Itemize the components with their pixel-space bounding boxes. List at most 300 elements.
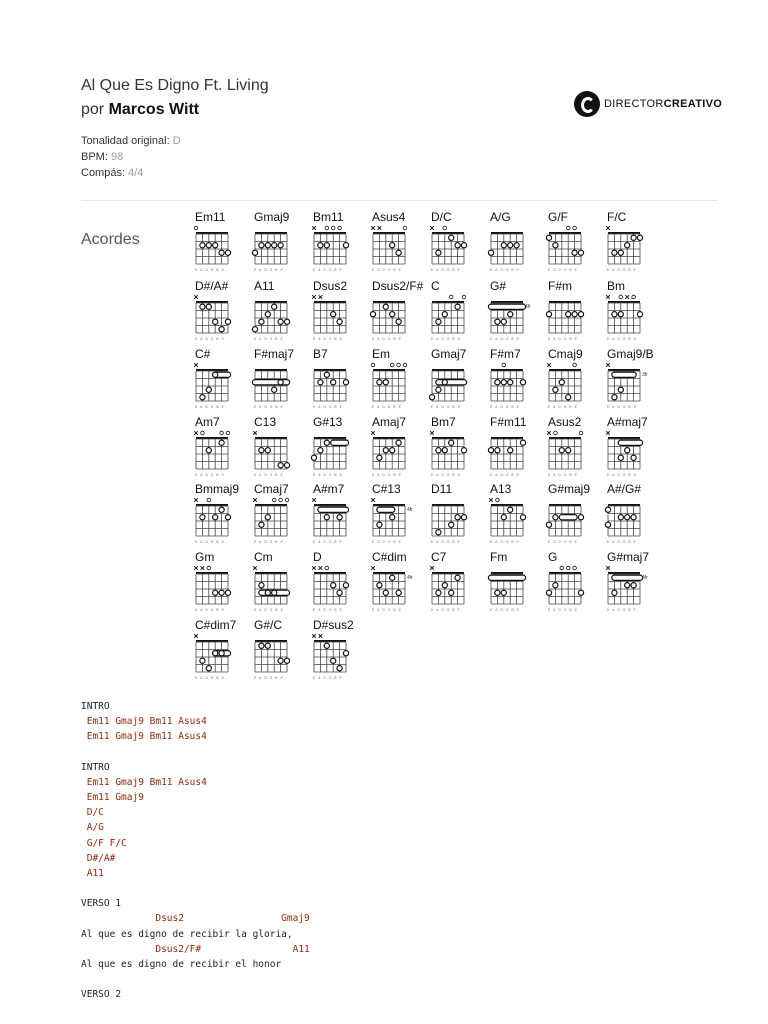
muted-string-marker	[430, 431, 434, 435]
chord-fretboard	[546, 496, 596, 546]
chord-name: F/C	[607, 210, 627, 224]
string-names: EADGBE	[195, 473, 227, 477]
finger-dot	[396, 440, 401, 445]
finger-dot	[272, 243, 277, 248]
chord-diagram[interactable]	[252, 347, 310, 411]
section-label: INTRO	[81, 761, 110, 773]
finger-dot	[200, 304, 205, 309]
fret-position-label: 4fr	[642, 575, 648, 581]
chord-diagram[interactable]	[370, 279, 428, 343]
finger-dot	[259, 643, 264, 648]
chord-fretboard	[311, 632, 361, 682]
chord-name: Bm11	[313, 210, 344, 224]
brand-logo[interactable]	[574, 90, 722, 118]
chord-fretboard	[193, 224, 243, 274]
finger-dot	[514, 243, 519, 248]
chord-diagram[interactable]	[311, 482, 369, 546]
finger-dot	[436, 387, 441, 392]
muted-string-marker	[194, 363, 198, 367]
open-string-marker	[579, 431, 583, 435]
chord-name: C	[431, 279, 440, 293]
chord-name: Bm	[607, 279, 625, 293]
finger-dot	[278, 380, 283, 385]
chord-line: Em11 Gmaj9 Bm11 Asus4	[81, 731, 207, 743]
chord-fretboard	[193, 429, 243, 479]
finger-dot	[495, 319, 500, 324]
finger-dot	[618, 250, 623, 255]
finger-dot	[259, 583, 264, 588]
finger-dot	[318, 243, 323, 248]
chord-name: Gmaj9	[254, 210, 290, 224]
chord-diagram[interactable]	[370, 347, 428, 411]
chord-name: G#maj9	[548, 482, 591, 496]
chord-fretboard	[546, 224, 596, 274]
chord-diagram[interactable]	[193, 347, 251, 411]
muted-string-marker	[371, 566, 375, 570]
chord-fretboard	[193, 361, 243, 411]
chord-fretboard	[605, 429, 655, 479]
chord-name: C#dim	[372, 550, 407, 564]
string-names: EADGBE	[313, 540, 345, 544]
finger-dot	[259, 522, 264, 527]
chord-diagram[interactable]	[193, 210, 251, 274]
open-string-marker	[220, 431, 224, 435]
muted-string-marker	[312, 634, 316, 638]
chord-fretboard	[311, 564, 361, 614]
meta-bpm: BPM: 98	[81, 151, 124, 163]
muted-string-marker	[606, 363, 610, 367]
chord-fretboard	[370, 429, 420, 479]
muted-string-marker	[194, 431, 198, 435]
muted-string-marker	[194, 634, 198, 638]
chord-line: Dsus2 Gmaj9	[81, 913, 310, 925]
finger-dot	[377, 583, 382, 588]
finger-dot	[206, 243, 211, 248]
finger-dot	[455, 575, 460, 580]
finger-dot	[488, 250, 493, 255]
chord-diagram[interactable]	[252, 550, 310, 614]
chord-diagram[interactable]	[546, 279, 604, 343]
chord-diagram[interactable]	[193, 618, 251, 682]
finger-dot	[343, 380, 348, 385]
chord-fretboard	[605, 293, 655, 343]
muted-string-marker	[201, 566, 205, 570]
finger-dot	[612, 312, 617, 317]
chord-diagram[interactable]	[311, 279, 369, 343]
barre-marker	[618, 440, 642, 445]
chord-line: D/C	[81, 807, 104, 819]
muted-string-marker	[547, 431, 551, 435]
chord-name: A/G	[490, 210, 511, 224]
open-string-marker	[403, 226, 407, 230]
finger-dot	[442, 380, 447, 385]
finger-dot	[311, 455, 316, 460]
finger-dot	[337, 515, 342, 520]
string-names: EADGBE	[431, 337, 463, 341]
chord-diagram[interactable]	[488, 482, 546, 546]
finger-dot	[225, 590, 230, 595]
finger-dot	[625, 515, 630, 520]
chord-diagram[interactable]	[605, 210, 663, 274]
open-string-marker	[207, 498, 211, 502]
finger-dot	[278, 319, 283, 324]
finger-dot	[337, 590, 342, 595]
chord-line: Em11 Gmaj9	[81, 792, 144, 804]
barre-marker	[318, 507, 349, 512]
finger-dot	[449, 235, 454, 240]
string-names: EADGBE	[313, 337, 345, 341]
chord-name: Fm	[490, 550, 508, 564]
muted-string-marker	[194, 295, 198, 299]
finger-dot	[377, 380, 382, 385]
open-string-marker	[207, 566, 211, 570]
chord-name: G#maj7	[607, 550, 650, 564]
chord-diagram[interactable]	[429, 550, 487, 614]
string-names: EADGBE	[372, 405, 404, 409]
string-names: EADGBE	[490, 405, 522, 409]
barre-marker	[252, 380, 289, 385]
finger-dot	[605, 507, 610, 512]
muted-string-marker	[312, 226, 316, 230]
chord-diagram[interactable]	[252, 210, 310, 274]
section-label: VERSO 2	[81, 989, 122, 1001]
song-title: Al Que Es Digno Ft. Living	[81, 77, 269, 94]
chord-diagram[interactable]	[193, 415, 251, 479]
chord-diagram[interactable]	[311, 415, 369, 479]
chord-diagram[interactable]	[605, 550, 663, 614]
chord-diagram[interactable]	[605, 347, 663, 411]
string-names: EADGBE	[607, 268, 639, 272]
chord-diagram[interactable]	[193, 482, 251, 546]
muted-string-marker	[625, 295, 629, 299]
finger-dot	[618, 387, 623, 392]
chord-name: C7	[431, 550, 447, 564]
finger-dot	[265, 448, 270, 453]
finger-dot	[461, 515, 466, 520]
fret-position-label: 3fr	[642, 372, 648, 378]
finger-dot	[553, 243, 558, 248]
finger-dot	[578, 515, 583, 520]
chord-name: C#dim7	[195, 618, 237, 632]
finger-dot	[278, 463, 283, 468]
finger-dot	[625, 448, 630, 453]
finger-dot	[637, 312, 642, 317]
finger-dot	[206, 448, 211, 453]
finger-dot	[605, 522, 610, 527]
muted-string-marker	[194, 566, 198, 570]
chord-line: A/G	[81, 822, 104, 834]
chord-line: Em11 Gmaj9 Bm11 Asus4	[81, 716, 207, 728]
chord-diagram[interactable]	[546, 347, 604, 411]
finger-dot	[200, 243, 205, 248]
song-sheet	[81, 699, 310, 1002]
finger-dot	[259, 319, 264, 324]
chord-diagram[interactable]	[546, 415, 604, 479]
finger-dot	[396, 319, 401, 324]
chord-name: F#m11	[490, 415, 527, 429]
finger-dot	[219, 440, 224, 445]
muted-string-marker	[606, 295, 610, 299]
finger-dot	[553, 515, 558, 520]
chord-diagram[interactable]	[370, 210, 428, 274]
chord-name: A#/G#	[607, 482, 642, 496]
chord-fretboard	[605, 496, 655, 546]
chord-diagram[interactable]	[252, 279, 310, 343]
finger-dot	[572, 250, 577, 255]
finger-dot	[618, 455, 623, 460]
string-names: EADGBE	[431, 608, 463, 612]
finger-dot	[612, 395, 617, 400]
chord-diagram[interactable]	[429, 415, 487, 479]
finger-dot	[501, 515, 506, 520]
chord-diagram[interactable]	[488, 347, 546, 411]
finger-dot	[213, 372, 218, 377]
chord-fretboard	[488, 496, 538, 546]
chord-name: Em11	[195, 210, 226, 224]
finger-dot	[390, 448, 395, 453]
finger-dot	[225, 515, 230, 520]
open-string-marker	[331, 226, 335, 230]
chord-name: A13	[490, 482, 512, 496]
string-names: EADGBE	[607, 608, 639, 612]
string-names: EADGBE	[490, 268, 522, 272]
finger-dot	[265, 515, 270, 520]
finger-dot	[265, 243, 270, 248]
finger-dot	[436, 530, 441, 535]
chord-diagram[interactable]	[605, 279, 663, 343]
finger-dot	[612, 250, 617, 255]
chord-diagram[interactable]	[252, 482, 310, 546]
chord-diagram[interactable]	[605, 415, 663, 479]
chord-name: G#	[490, 279, 507, 293]
open-string-marker	[194, 226, 198, 230]
chord-name: B7	[313, 347, 328, 361]
finger-dot	[213, 243, 218, 248]
finger-dot	[436, 319, 441, 324]
string-names: EADGBE	[254, 473, 286, 477]
meta-key: Tonalidad original: D	[81, 135, 181, 147]
chord-name: D	[313, 550, 322, 564]
finger-dot	[324, 243, 329, 248]
chord-fretboard	[546, 293, 596, 343]
chord-diagram[interactable]	[488, 279, 546, 343]
chord-fretboard	[370, 224, 420, 274]
chord-diagram[interactable]	[311, 618, 369, 682]
finger-dot	[546, 522, 551, 527]
chord-fretboard	[252, 496, 302, 546]
finger-dot	[631, 455, 636, 460]
fret-position-label: 4fr	[407, 507, 413, 513]
chord-name: Gmaj9/B	[607, 347, 654, 361]
chord-diagram[interactable]	[311, 347, 369, 411]
muted-string-marker	[430, 226, 434, 230]
chord-diagram[interactable]	[193, 279, 251, 343]
chord-fretboard	[429, 361, 479, 411]
open-string-marker	[443, 226, 447, 230]
finger-dot	[265, 643, 270, 648]
chord-name: C13	[254, 415, 277, 429]
chord-diagram[interactable]	[488, 210, 546, 274]
chord-diagram[interactable]	[488, 415, 546, 479]
muted-string-marker	[253, 566, 257, 570]
chord-diagram[interactable]	[546, 482, 604, 546]
finger-dot	[449, 440, 454, 445]
string-names: EADGBE	[548, 473, 580, 477]
chord-diagram[interactable]	[252, 618, 310, 682]
muted-string-marker	[312, 498, 316, 502]
finger-dot	[272, 590, 277, 595]
finger-dot	[284, 463, 289, 468]
chord-diagram[interactable]	[370, 482, 428, 546]
string-names: EADGBE	[548, 405, 580, 409]
finger-dot	[390, 243, 395, 248]
finger-dot	[508, 507, 513, 512]
finger-dot	[331, 312, 336, 317]
chord-diagram[interactable]	[429, 210, 487, 274]
finger-dot	[219, 507, 224, 512]
finger-dot	[390, 575, 395, 580]
open-string-marker	[502, 363, 506, 367]
barre-marker	[612, 372, 636, 377]
finger-dot	[219, 590, 224, 595]
finger-dot	[553, 387, 558, 392]
finger-dot	[383, 380, 388, 385]
finger-dot	[442, 312, 447, 317]
chord-name: Gmaj7	[431, 347, 467, 361]
muted-string-marker	[606, 566, 610, 570]
artist-name[interactable]: Marcos Witt	[108, 101, 200, 118]
chord-fretboard	[311, 361, 361, 411]
open-string-marker	[619, 295, 623, 299]
finger-dot	[206, 666, 211, 671]
muted-string-marker	[606, 431, 610, 435]
chord-name: C#	[195, 347, 211, 361]
open-string-marker	[371, 363, 375, 367]
song-artist	[81, 101, 199, 119]
artist-prefix: por	[81, 101, 105, 118]
string-names: EADGBE	[254, 337, 286, 341]
meta-time-signature: Compás: 4/4	[81, 167, 144, 179]
finger-dot	[436, 250, 441, 255]
open-string-marker	[325, 566, 329, 570]
chord-diagram[interactable]	[311, 550, 369, 614]
string-names: EADGBE	[490, 337, 522, 341]
chord-diagram[interactable]	[546, 550, 604, 614]
finger-dot	[206, 304, 211, 309]
finger-dot	[377, 522, 382, 527]
finger-dot	[331, 380, 336, 385]
chord-fretboard	[488, 564, 538, 614]
finger-dot	[278, 243, 283, 248]
finger-dot	[520, 380, 525, 385]
finger-dot	[200, 395, 205, 400]
string-names: EADGBE	[254, 608, 286, 612]
string-names: EADGBE	[607, 473, 639, 477]
chord-fretboard	[488, 293, 538, 343]
lyric-line: Al que es digno de recibir el honor	[81, 959, 282, 971]
chord-fretboard	[193, 564, 243, 614]
string-names: EADGBE	[490, 473, 522, 477]
finger-dot	[343, 651, 348, 656]
muted-string-marker	[489, 498, 493, 502]
finger-dot	[337, 666, 342, 671]
chord-diagram[interactable]	[488, 550, 546, 614]
finger-dot	[442, 583, 447, 588]
chord-diagram[interactable]	[429, 482, 487, 546]
string-names: EADGBE	[431, 473, 463, 477]
chord-name: D11	[431, 482, 453, 496]
chord-diagram[interactable]	[252, 415, 310, 479]
string-names: EADGBE	[313, 473, 345, 477]
finger-dot	[520, 515, 525, 520]
muted-string-marker	[547, 363, 551, 367]
finger-dot	[337, 319, 342, 324]
chord-name: A#m7	[313, 482, 345, 496]
muted-string-marker	[253, 498, 257, 502]
finger-dot	[324, 515, 329, 520]
chord-diagram[interactable]	[370, 550, 428, 614]
open-string-marker	[390, 363, 394, 367]
string-names: EADGBE	[431, 268, 463, 272]
string-names: EADGBE	[490, 540, 522, 544]
finger-dot	[436, 448, 441, 453]
string-names: EADGBE	[548, 268, 580, 272]
chord-fretboard	[605, 224, 655, 274]
chord-fretboard	[429, 429, 479, 479]
chord-fretboard	[429, 564, 479, 614]
open-string-marker	[272, 498, 276, 502]
finger-dot	[219, 250, 224, 255]
chord-diagram[interactable]	[311, 210, 369, 274]
finger-dot	[455, 304, 460, 309]
finger-dot	[495, 448, 500, 453]
string-names: EADGBE	[607, 540, 639, 544]
chord-diagram[interactable]	[429, 347, 487, 411]
string-names: EADGBE	[313, 608, 345, 612]
chord-fretboard	[546, 564, 596, 614]
barre-marker	[331, 440, 349, 445]
finger-dot	[618, 515, 623, 520]
chord-line: G/F F/C	[81, 837, 127, 849]
finger-dot	[284, 658, 289, 663]
chord-diagram[interactable]	[370, 415, 428, 479]
barre-marker	[488, 575, 525, 580]
finger-dot	[396, 590, 401, 595]
finger-dot	[213, 651, 218, 656]
finger-dot	[324, 643, 329, 648]
chord-diagram[interactable]	[605, 482, 663, 546]
chord-fretboard	[311, 429, 361, 479]
muted-string-marker	[312, 295, 316, 299]
string-names: EADGBE	[254, 268, 286, 272]
finger-dot	[631, 583, 636, 588]
finger-dot	[225, 250, 230, 255]
string-names: EADGBE	[195, 268, 227, 272]
muted-string-marker	[319, 295, 323, 299]
chord-diagram[interactable]	[193, 550, 251, 614]
chord-diagram[interactable]	[429, 279, 487, 343]
open-string-marker	[496, 498, 500, 502]
finger-dot	[578, 590, 583, 595]
finger-dot	[566, 448, 571, 453]
finger-dot	[343, 583, 348, 588]
chord-diagram[interactable]	[546, 210, 604, 274]
chord-name: Cmaj7	[254, 482, 289, 496]
chord-name: Asus4	[372, 210, 406, 224]
string-names: EADGBE	[195, 676, 227, 680]
finger-dot	[383, 448, 388, 453]
song-meta	[81, 133, 181, 181]
